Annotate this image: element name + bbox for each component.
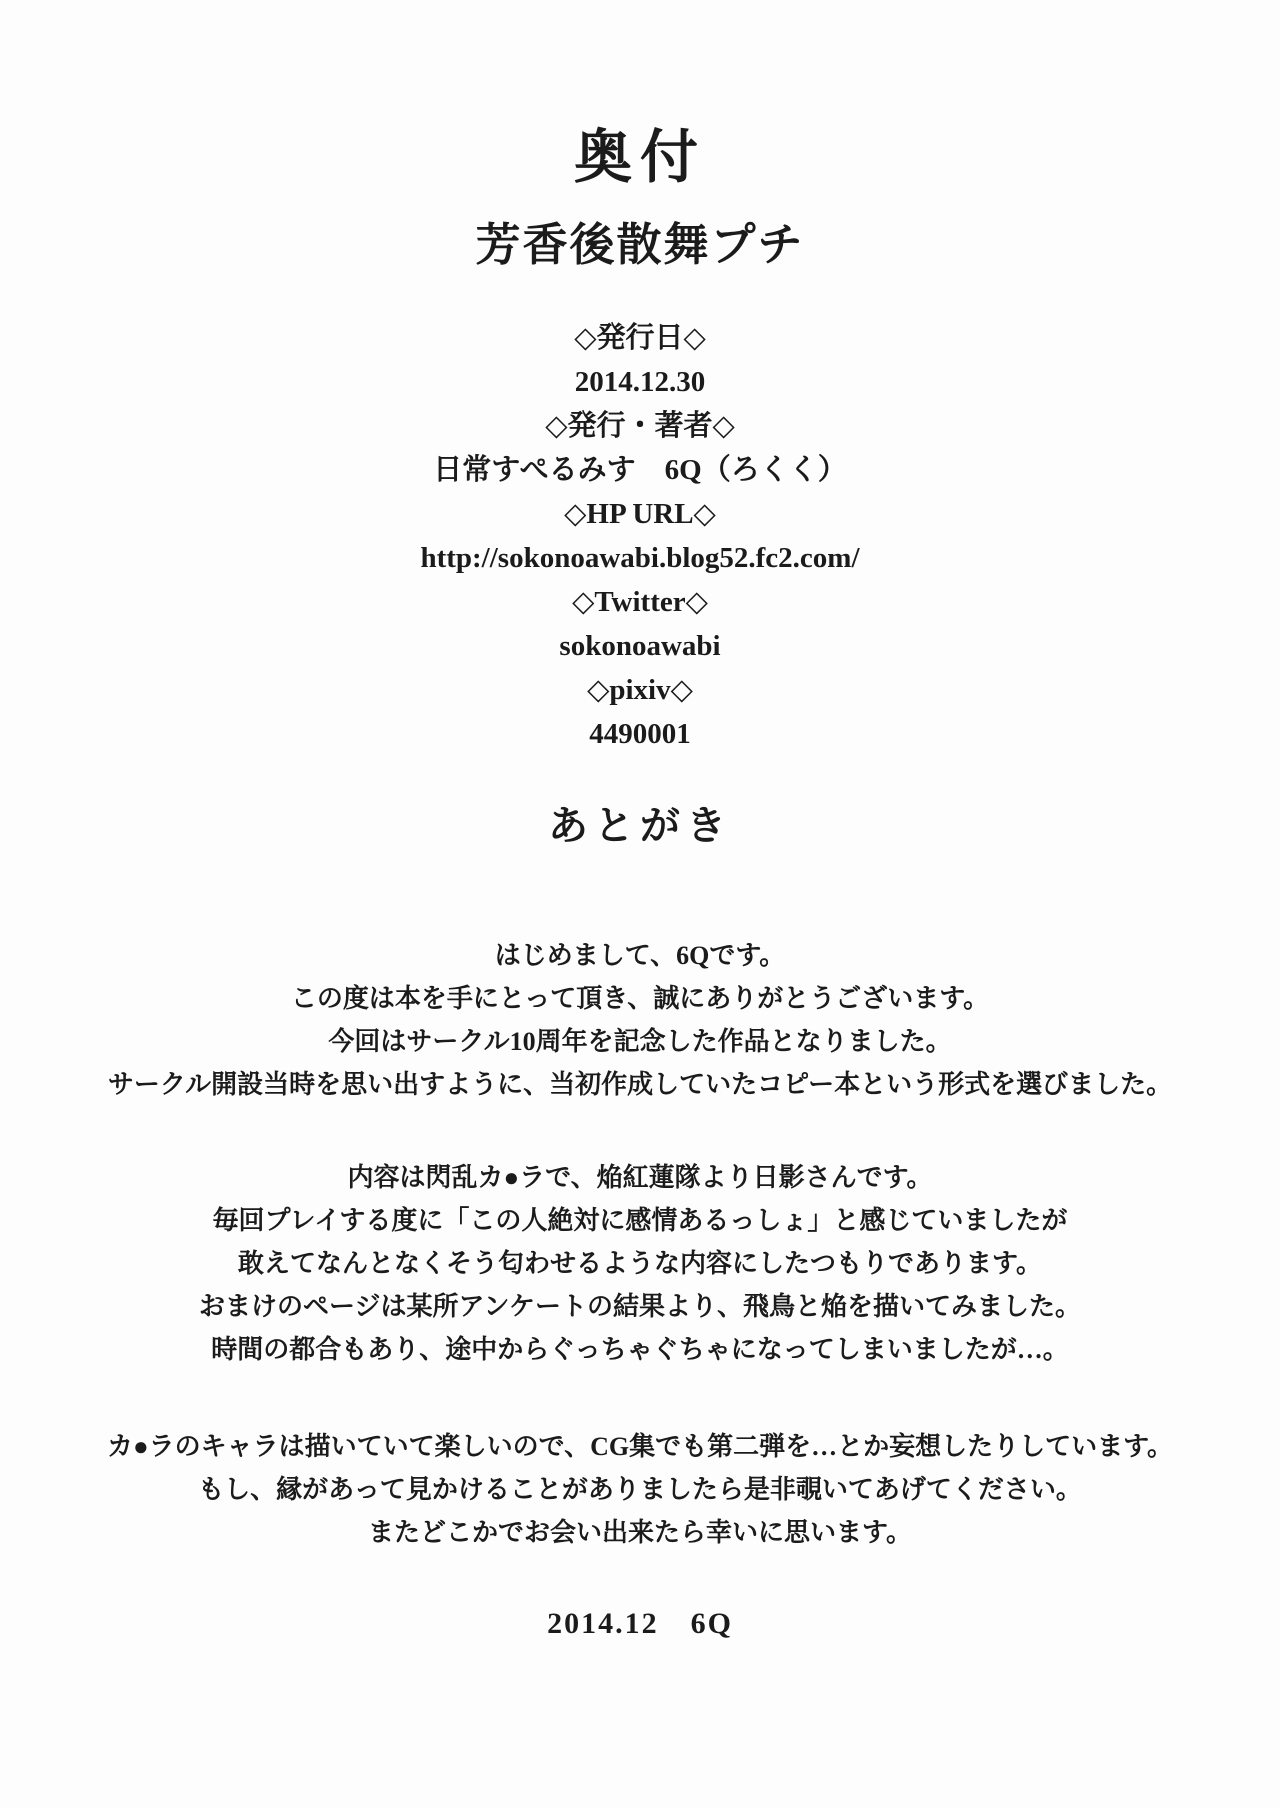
book-title: 芳香後散舞プチ: [475, 220, 805, 270]
paragraph-line: またどこかでお会い出来たら幸いに思います。: [368, 1518, 912, 1547]
paragraph-line: カ●ラのキャラは描いていて楽しいので、CG集でも第二弾を…とか妄想したりしています。: [106, 1432, 1174, 1461]
page-title: 奥付: [573, 125, 706, 190]
afterword-heading: あとがき: [548, 803, 732, 848]
colophon-field-value: 日常すぺるみす 6Q（ろくく）: [433, 454, 847, 486]
paragraph-line: おまけのページは某所アンケートの結果より、飛鳥と焔を描いてみました。: [199, 1292, 1081, 1321]
paragraph-line: 今回はサークル10周年を記念した作品となりました。: [328, 1027, 952, 1056]
colophon-field-label: ◇発行日◇: [574, 322, 706, 354]
colophon-field-value: 2014.12.30: [574, 366, 706, 398]
colophon-info: [0, 316, 1280, 756]
paragraph-line: 時間の都合もあり、途中からぐっちゃぐちゃになってしまいましたが…。: [211, 1335, 1069, 1364]
afterword-paragraph: [0, 934, 1280, 1106]
colophon-field-value: http://sokonoawabi.blog52.fc2.com/: [420, 542, 860, 574]
colophon-field-value: sokonoawabi: [559, 630, 721, 662]
paragraph-line: 敢えてなんとなくそう匂わせるような内容にしたつもりであります。: [238, 1249, 1042, 1278]
paragraph-line: はじめまして、6Qです。: [494, 941, 786, 970]
paragraph-line: 内容は閃乱カ●ラで、焔紅蓮隊より日影さんです。: [347, 1163, 933, 1192]
afterword-paragraph: [0, 1156, 1280, 1371]
afterword-paragraph: [0, 1425, 1280, 1554]
paragraph-line: もし、縁があって見かけることがありましたら是非覗いてあげてください。: [198, 1475, 1082, 1504]
colophon-field-label: ◇発行・著者◇: [545, 410, 735, 442]
colophon-field-label: ◇pixiv◇: [587, 674, 693, 706]
paragraph-line: この度は本を手にとって頂き、誠にありがとうございます。: [290, 984, 990, 1013]
signature-line: 2014.12 6Q: [547, 1607, 733, 1640]
colophon-field-label: ◇Twitter◇: [572, 586, 708, 618]
colophon-field-label: ◇HP URL◇: [564, 498, 716, 530]
colophon-field-value: 4490001: [589, 718, 691, 750]
paragraph-line: サークル開設当時を思い出すように、当初作成していたコピー本という形式を選びました。: [107, 1070, 1173, 1099]
paragraph-line: 毎回プレイする度に「この人絶対に感情あるっしょ」と感じていましたが: [212, 1206, 1068, 1235]
